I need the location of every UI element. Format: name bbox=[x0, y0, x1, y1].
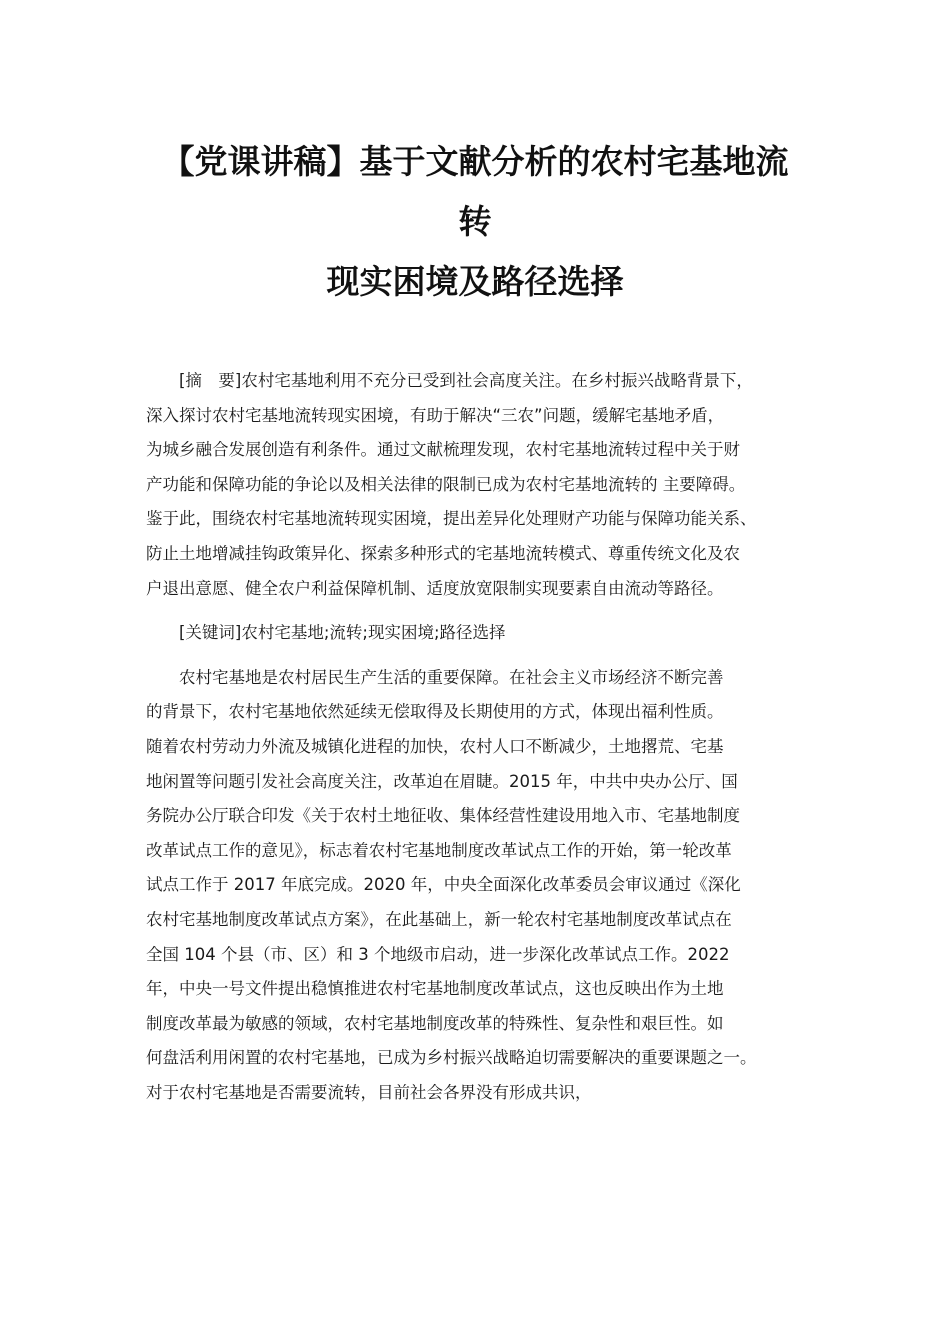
title-line-1: 【党课讲稿】基于文献分析的农村宅基地流 bbox=[161, 142, 789, 181]
body-line: 农村宅基地制度改革试点方案》，在此基础上，新一轮农村宅基地制度改革试点在 bbox=[146, 909, 732, 929]
abstract-line: 产功能和保障功能的争论以及相关法律的限制已成为农村宅基地流转的 主要障碍。 bbox=[146, 474, 746, 494]
body-line: 对于农村宅基地是否需要流转，目前社会各界没有形成共识， bbox=[146, 1082, 592, 1102]
keywords-paragraph: [关键词]农村宅基地;流转;现实困境;路径选择 bbox=[179, 623, 506, 643]
paragraph-gap bbox=[146, 606, 814, 616]
body-line: 的背景下，农村宅基地依然延续无偿取得及长期使用的方式，体现出福利性质。 bbox=[146, 702, 724, 722]
document-body bbox=[146, 364, 814, 1110]
title-line-3: 现实困境及路径选择 bbox=[326, 262, 624, 301]
document-title bbox=[0, 132, 950, 312]
body-line: 随着农村劳动力外流及城镇化进程的加快，农村人口不断减少，土地撂荒、宅基 bbox=[146, 736, 724, 756]
body-line: 年，中央一号文件提出稳慎推进农村宅基地制度改革试点，这也反映出作为土地 bbox=[146, 979, 724, 999]
body-paragraph bbox=[146, 661, 814, 1111]
body-line: 全国 104 个县（市、区）和 3 个地级市启动，进一步深化改革试点工作。2022 bbox=[146, 944, 730, 964]
abstract-line: 防止土地增减挂钩政策异化、探索多种形式的宅基地流转模式、尊重传统文化及农 bbox=[146, 543, 740, 563]
body-line: 制度改革最为敏感的领域，农村宅基地制度改革的特殊性、复杂性和艰巨性。如 bbox=[146, 1013, 724, 1033]
body-line: 试点工作于 2017 年底完成。2020 年，中央全面深化改革委员会审议通过《深化 bbox=[146, 875, 741, 895]
abstract-line: 为城乡融合发展创造有利条件。通过文献梳理发现，农村宅基地流转过程中关于财 bbox=[146, 440, 740, 460]
body-line: 地闲置等问题引发社会高度关注，改革迫在眉睫。2015 年，中共中央办公厅、国 bbox=[146, 771, 738, 791]
body-line: 何盘活利用闲置的农村宅基地，已成为乡村振兴战略迫切需要解决的重要课题之一。 bbox=[146, 1048, 757, 1068]
abstract-line: 深入探讨农村宅基地流转现实困境，有助于解决“三农”问题，缓解宅基地矛盾， bbox=[146, 405, 725, 425]
abstract-line: 鉴于此，围绕农村宅基地流转现实困境，提出差异化处理财产功能与保障功能关系、 bbox=[146, 509, 757, 529]
body-line: 改革试点工作的意见》，标志着农村宅基地制度改革试点工作的开始，第一轮改革 bbox=[146, 840, 732, 860]
abstract-line: 户退出意愿、健全农户利益保障机制、适度放宽限制实现要素自由流动等路径。 bbox=[146, 578, 724, 598]
body-line: 务院办公厅联合印发《关于农村土地征收、集体经营性建设用地入市、宅基地制度 bbox=[146, 806, 740, 826]
abstract-paragraph bbox=[146, 364, 814, 606]
abstract-line: [摘 要]农村宅基地利用不充分已受到社会高度关注。在乡村振兴战略背景下， bbox=[179, 371, 753, 390]
title-line-2: 转 bbox=[458, 202, 492, 241]
paragraph-gap bbox=[146, 651, 814, 661]
body-line: 农村宅基地是农村居民生产生活的重要保障。在社会主义市场经济不断完善 bbox=[179, 667, 724, 687]
